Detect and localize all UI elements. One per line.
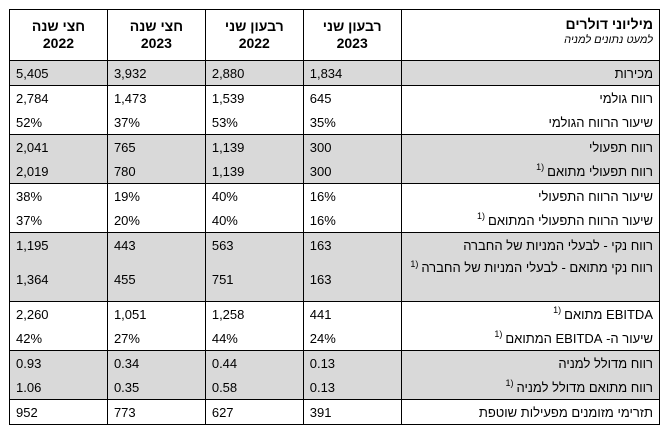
header-subtitle: למעט נתונים למניה — [564, 34, 653, 46]
cell-value: 0.35 — [107, 375, 205, 400]
cell-value: 627 — [205, 400, 303, 425]
table-row — [10, 233, 660, 258]
table-row — [10, 135, 660, 160]
row-label: רווח מדולל למניה — [401, 351, 659, 376]
table-row — [10, 375, 660, 400]
cell-value: 300 — [303, 135, 401, 160]
table-row — [10, 400, 660, 425]
cell-value: 163 — [303, 233, 401, 258]
cell-value: 0.13 — [303, 351, 401, 376]
cell-value: 35% — [303, 110, 401, 135]
cell-value: 37% — [10, 208, 108, 233]
header-title: מיליוני דולרים — [565, 16, 653, 32]
cell-value: 2,784 — [10, 86, 108, 111]
row-label: רווח גולמי — [401, 86, 659, 111]
cell-value: 563 — [205, 233, 303, 258]
cell-value: 38% — [10, 184, 108, 209]
row-label: רווח נקי - לבעלי המניות של החברה — [401, 233, 659, 258]
header-row — [10, 10, 660, 61]
table-row — [10, 110, 660, 135]
cell-value: 1,539 — [205, 86, 303, 111]
cell-value: 455 — [107, 257, 205, 302]
cell-value: 780 — [107, 159, 205, 184]
cell-value: 16% — [303, 184, 401, 209]
cell-value: 52% — [10, 110, 108, 135]
cell-value: 952 — [10, 400, 108, 425]
cell-value: 2,880 — [205, 61, 303, 86]
cell-value: 1,051 — [107, 302, 205, 327]
cell-value: 2,041 — [10, 135, 108, 160]
cell-value: 1.06 — [10, 375, 108, 400]
cell-value: 645 — [303, 86, 401, 111]
cell-value: 391 — [303, 400, 401, 425]
header-col-period: חצי שנה — [129, 18, 183, 34]
cell-value: 40% — [205, 184, 303, 209]
table-row — [10, 61, 660, 86]
footnote-marker: (1 — [410, 258, 419, 269]
cell-value: 20% — [107, 208, 205, 233]
footnote-marker: (1 — [553, 305, 562, 316]
cell-value: 2,019 — [10, 159, 108, 184]
cell-value: 1,834 — [303, 61, 401, 86]
row-label: שיעור הרווח הגולמי — [401, 110, 659, 135]
row-label-text: רווח מתואם מדולל למניה — [516, 379, 653, 395]
row-label-text: רווח נקי מתואם - לבעלי המניות של החברה — [421, 260, 653, 275]
cell-value: 37% — [107, 110, 205, 135]
cell-value: 765 — [107, 135, 205, 160]
table-row — [10, 184, 660, 209]
table-row — [10, 302, 660, 327]
row-label: שיעור הרווח התפעולי — [401, 184, 659, 209]
row-label — [401, 159, 659, 184]
cell-value: 443 — [107, 233, 205, 258]
cell-value: 441 — [303, 302, 401, 327]
cell-value: 751 — [205, 257, 303, 302]
header-col-year: 2023 — [140, 35, 172, 51]
cell-value: 1,258 — [205, 302, 303, 327]
cell-value: 0.44 — [205, 351, 303, 376]
cell-value: 1,139 — [205, 159, 303, 184]
footnote-marker: (1 — [494, 329, 503, 340]
row-label: מכירות — [401, 61, 659, 86]
table-row — [10, 86, 660, 111]
cell-value: 2,260 — [10, 302, 108, 327]
cell-value: 53% — [205, 110, 303, 135]
cell-value: 0.58 — [205, 375, 303, 400]
cell-value: 0.34 — [107, 351, 205, 376]
header-col-year: 2022 — [238, 35, 270, 51]
cell-value: 1,195 — [10, 233, 108, 258]
cell-value: 19% — [107, 184, 205, 209]
row-label: תזרימי מזומנים מפעילות שוטפת — [401, 400, 659, 425]
cell-value: 44% — [205, 326, 303, 351]
row-label — [401, 375, 659, 400]
cell-value: 1,473 — [107, 86, 205, 111]
footnote-marker: (1 — [477, 211, 486, 222]
cell-value: 163 — [303, 257, 401, 302]
financial-results-table — [9, 9, 660, 425]
cell-value: 1,139 — [205, 135, 303, 160]
cell-value: 16% — [303, 208, 401, 233]
cell-value: 40% — [205, 208, 303, 233]
row-label-text: רווח תפעולי מתואם — [547, 163, 653, 179]
financial-table-container — [9, 9, 660, 425]
cell-value: 0.13 — [303, 375, 401, 400]
cell-value: 1,364 — [10, 257, 108, 302]
row-label-text: EBITDA מתואם — [564, 306, 653, 322]
header-col-h1-2023 — [107, 10, 205, 61]
header-col-year: 2023 — [336, 35, 368, 51]
cell-value: 27% — [107, 326, 205, 351]
header-col-period: חצי שנה — [31, 18, 86, 34]
cell-value: 300 — [303, 159, 401, 184]
row-label: רווח תפעולי — [401, 135, 659, 160]
header-col-year: 2022 — [42, 35, 75, 51]
cell-value: 24% — [303, 326, 401, 351]
table-row — [10, 208, 660, 233]
header-label-cell — [401, 10, 659, 61]
header-col-q2-2022 — [205, 10, 303, 61]
header-col-q2-2023 — [303, 10, 401, 61]
cell-value: 42% — [10, 326, 108, 351]
table-row — [10, 159, 660, 184]
row-label — [401, 257, 659, 302]
row-label — [401, 208, 659, 233]
row-label-text: שיעור הרווח התפעולי המתואם — [488, 212, 653, 228]
table-row — [10, 351, 660, 376]
header-col-h1-2022 — [10, 10, 108, 61]
table-row — [10, 326, 660, 351]
footnote-marker: (1 — [505, 378, 514, 389]
row-label — [401, 302, 659, 327]
cell-value: 3,932 — [107, 61, 205, 86]
table-row — [10, 257, 660, 302]
row-label — [401, 326, 659, 351]
cell-value: 5,405 — [10, 61, 108, 86]
row-label-text: שיעור ה- EBITDA המתואם — [505, 330, 653, 346]
header-col-period: רבעון שני — [322, 18, 382, 34]
cell-value: 773 — [107, 400, 205, 425]
cell-value: 0.93 — [10, 351, 108, 376]
footnote-marker: (1 — [536, 162, 545, 173]
header-col-period: רבעון שני — [224, 18, 284, 34]
